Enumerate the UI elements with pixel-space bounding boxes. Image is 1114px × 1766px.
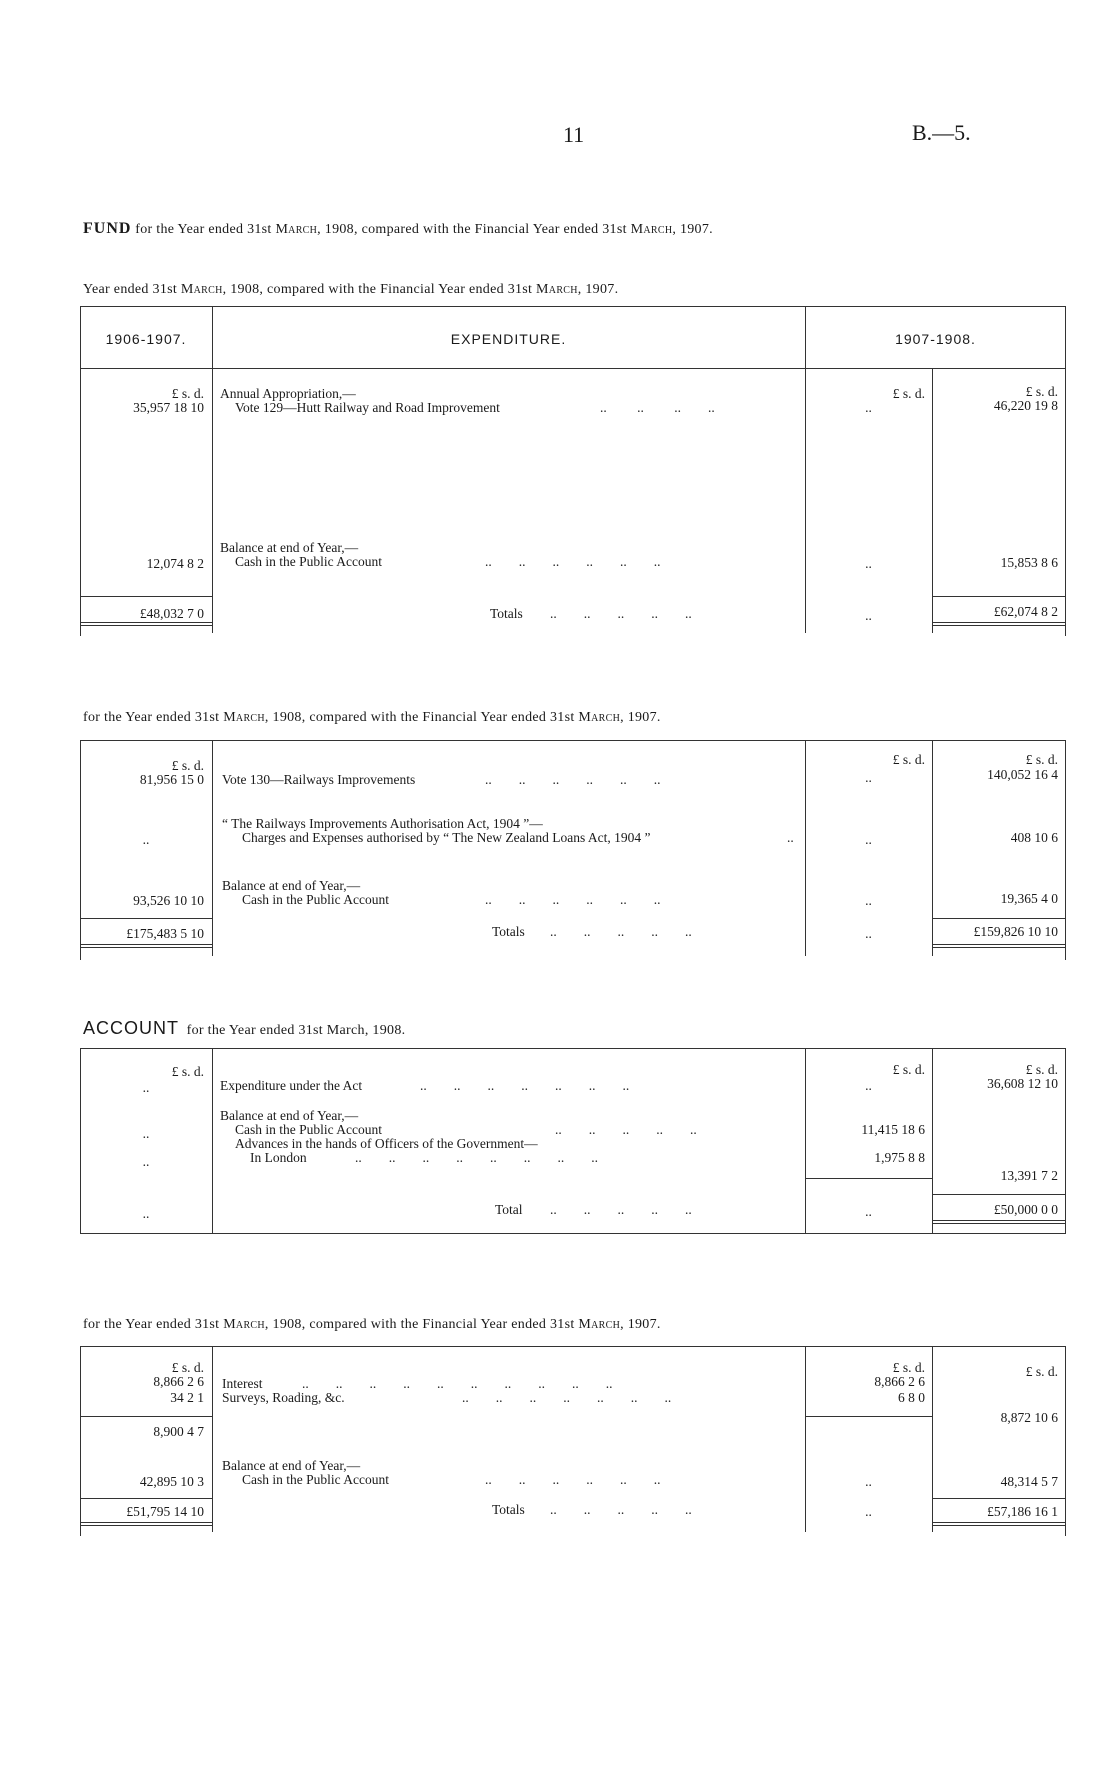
page-number: 11: [563, 122, 585, 147]
currency-header: £ s. d.: [171, 758, 204, 773]
leader-dots: .. .. .. .. .. .. .. .. .. ..: [302, 1376, 613, 1391]
amount-cell: 48,314 5 7: [1000, 1474, 1058, 1489]
total-amount: £48,032 7 0: [139, 606, 204, 621]
currency-header: £ s. d.: [171, 1064, 204, 1079]
subtotal-amount: 8,872 10 6: [1000, 1410, 1058, 1425]
currency-header: £ s. d.: [892, 752, 925, 767]
row-label: Balance at end of Year,—: [220, 1108, 359, 1123]
row-label: “ The Railways Improvements Authorisation Act, 1904 ”—: [222, 816, 543, 831]
totals-label: Totals: [492, 924, 525, 939]
amount-cell: 34 2 1: [170, 1390, 204, 1405]
subtotal-amount: 8,900 4 7: [153, 1424, 204, 1439]
row-label: Cash in the Public Account: [242, 1472, 389, 1487]
row-label: Expenditure under the Act: [220, 1078, 363, 1093]
amount-cell: 42,895 10 3: [139, 1474, 204, 1489]
amount-cell: ..: [142, 1126, 150, 1141]
total-amount: £175,483 5 10: [126, 926, 204, 941]
expenditure-table-4: [80, 1346, 1066, 1536]
currency-header: £ s. d.: [892, 1062, 925, 1077]
amount-cell: 36,608 12 10: [987, 1076, 1058, 1091]
row-label: Balance at end of Year,—: [220, 540, 359, 555]
amount-cell: ..: [865, 926, 872, 941]
column-header-expenditure: EXPENDITURE.: [450, 331, 567, 347]
total-amount: £159,826 10 10: [973, 924, 1058, 939]
amount-cell: 6 8 0: [898, 1390, 925, 1405]
amount-cell: ..: [865, 400, 872, 415]
amount-cell: ..: [865, 1504, 872, 1519]
leader-dots: .. .. .. .. ..: [550, 1502, 692, 1517]
amount-cell: 81,956 15 0: [139, 772, 204, 787]
amount-cell: 1,975 8 8: [874, 1150, 925, 1165]
section1-title: FUND for the Year ended 31st March, 1908, compared with the Financial Year ended 31st March, 1907.: [83, 220, 713, 237]
amount-cell: 11,415 18 6: [861, 1122, 925, 1137]
row-label: In London: [250, 1150, 307, 1165]
section3-title: for the Year ended 31st March, 1908, compared with the Financial Year ended 31st March, 1907.: [83, 710, 661, 725]
leader-dots: .. .. .. .. ..: [550, 606, 692, 621]
amount-cell: 12,074 8 2: [146, 556, 204, 571]
section2-title: Year ended 31st March, 1908, compared with the Financial Year ended 31st March, 1907.: [83, 282, 619, 297]
amount-cell: 140,052 16 4: [987, 767, 1058, 782]
amount-cell: 19,365 4 0: [1000, 891, 1058, 906]
amount-cell: ..: [865, 893, 872, 908]
currency-header: £ s. d.: [1025, 1062, 1058, 1077]
currency-header: £ s. d.: [171, 1360, 204, 1375]
leader-dots: .. .. .. .. .. ..: [485, 1472, 661, 1487]
expenditure-table-3: [80, 1048, 1066, 1234]
leader-dots: .. .. .. .. ..: [550, 1202, 692, 1217]
total-amount: £62,074 8 2: [993, 604, 1058, 619]
leader-dots: .. .. .. .. ..: [555, 1122, 697, 1137]
page-reference: B.—5.: [912, 120, 971, 145]
leader-dots: .. .. .. .. .. .. ..: [420, 1078, 630, 1093]
amount-cell: ..: [142, 832, 150, 847]
amount-cell: ..: [865, 1204, 872, 1219]
leader-dots: .. .. .. .. .. .. .. ..: [355, 1150, 598, 1165]
totals-label: Totals: [492, 1502, 525, 1517]
leader-dots: .. .. .. .. .. ..: [485, 892, 661, 907]
amount-cell: 15,853 8 6: [1000, 555, 1058, 570]
section5-title: for the Year ended 31st March, 1908, compared with the Financial Year ended 31st March, 1907.: [83, 1317, 661, 1332]
row-label: Vote 130—Railways Improvements: [222, 772, 416, 787]
amount-cell: ..: [865, 556, 872, 571]
total-amount: £57,186 16 1: [987, 1504, 1058, 1519]
currency-header: £ s. d.: [1025, 752, 1058, 767]
currency-header: £ s. d.: [892, 1360, 925, 1375]
leader-dots: ..: [787, 830, 794, 845]
amount-cell: ..: [865, 1474, 872, 1489]
expenditure-table-1: [80, 306, 1066, 636]
row-label: Annual Appropriation,—: [220, 386, 356, 401]
column-header-1907-1908: 1907-1908.: [895, 331, 976, 347]
amount-cell: ..: [142, 1154, 150, 1169]
amount-cell: ..: [142, 1206, 150, 1221]
expenditure-table-2: [80, 740, 1066, 960]
total-amount: £51,795 14 10: [126, 1504, 204, 1519]
row-label: Charges and Expenses authorised by “ The New Zealand Loans Act, 1904 ”: [242, 830, 651, 845]
row-label: Advances in the hands of Officers of the Government—: [235, 1136, 538, 1151]
column-header-1906-1907: 1906-1907.: [105, 331, 187, 347]
leader-dots: .. .. .. .. ..: [550, 924, 692, 939]
row-label: Balance at end of Year,—: [222, 1458, 361, 1473]
row-label: Vote 129—Hutt Railway and Road Improvement: [235, 400, 500, 415]
amount-cell: 13,391 7 2: [1000, 1168, 1058, 1183]
amount-cell: 8,866 2 6: [153, 1374, 204, 1389]
totals-label: Total: [495, 1202, 523, 1217]
row-label: Cash in the Public Account: [235, 1122, 382, 1137]
amount-cell: ..: [865, 608, 872, 623]
amount-cell: 8,866 2 6: [874, 1374, 925, 1389]
currency-header: £ s. d.: [171, 386, 204, 401]
amount-cell: ..: [865, 770, 872, 785]
leader-dots: .. .. .. .. .. .. ..: [462, 1390, 672, 1405]
row-label: Cash in the Public Account: [242, 892, 389, 907]
currency-header: £ s. d.: [1025, 384, 1058, 399]
amount-cell: 35,957 18 10: [133, 400, 204, 415]
amount-cell: ..: [142, 1080, 150, 1095]
row-label: Interest: [222, 1376, 263, 1391]
amount-cell: 408 10 6: [1010, 830, 1058, 845]
amount-cell: ..: [865, 832, 872, 847]
totals-label: Totals: [490, 606, 523, 621]
total-amount: £50,000 0 0: [993, 1202, 1058, 1217]
currency-header: £ s. d.: [1025, 1364, 1058, 1379]
section4-title: ACCOUNT for the Year ended 31st March, 1908.: [83, 1018, 406, 1038]
leader-dots: .. .. .. .. .. ..: [485, 554, 661, 569]
currency-header: £ s. d.: [892, 386, 925, 401]
row-label: Balance at end of Year,—: [222, 878, 361, 893]
amount-cell: 46,220 19 8: [993, 398, 1058, 413]
row-label: Cash in the Public Account: [235, 554, 382, 569]
leader-dots: .. .. .. ..: [600, 400, 715, 415]
amount-cell: 93,526 10 10: [133, 893, 204, 908]
row-label: Surveys, Roading, &c.: [222, 1390, 345, 1405]
leader-dots: .. .. .. .. .. ..: [485, 772, 661, 787]
amount-cell: ..: [865, 1078, 872, 1093]
